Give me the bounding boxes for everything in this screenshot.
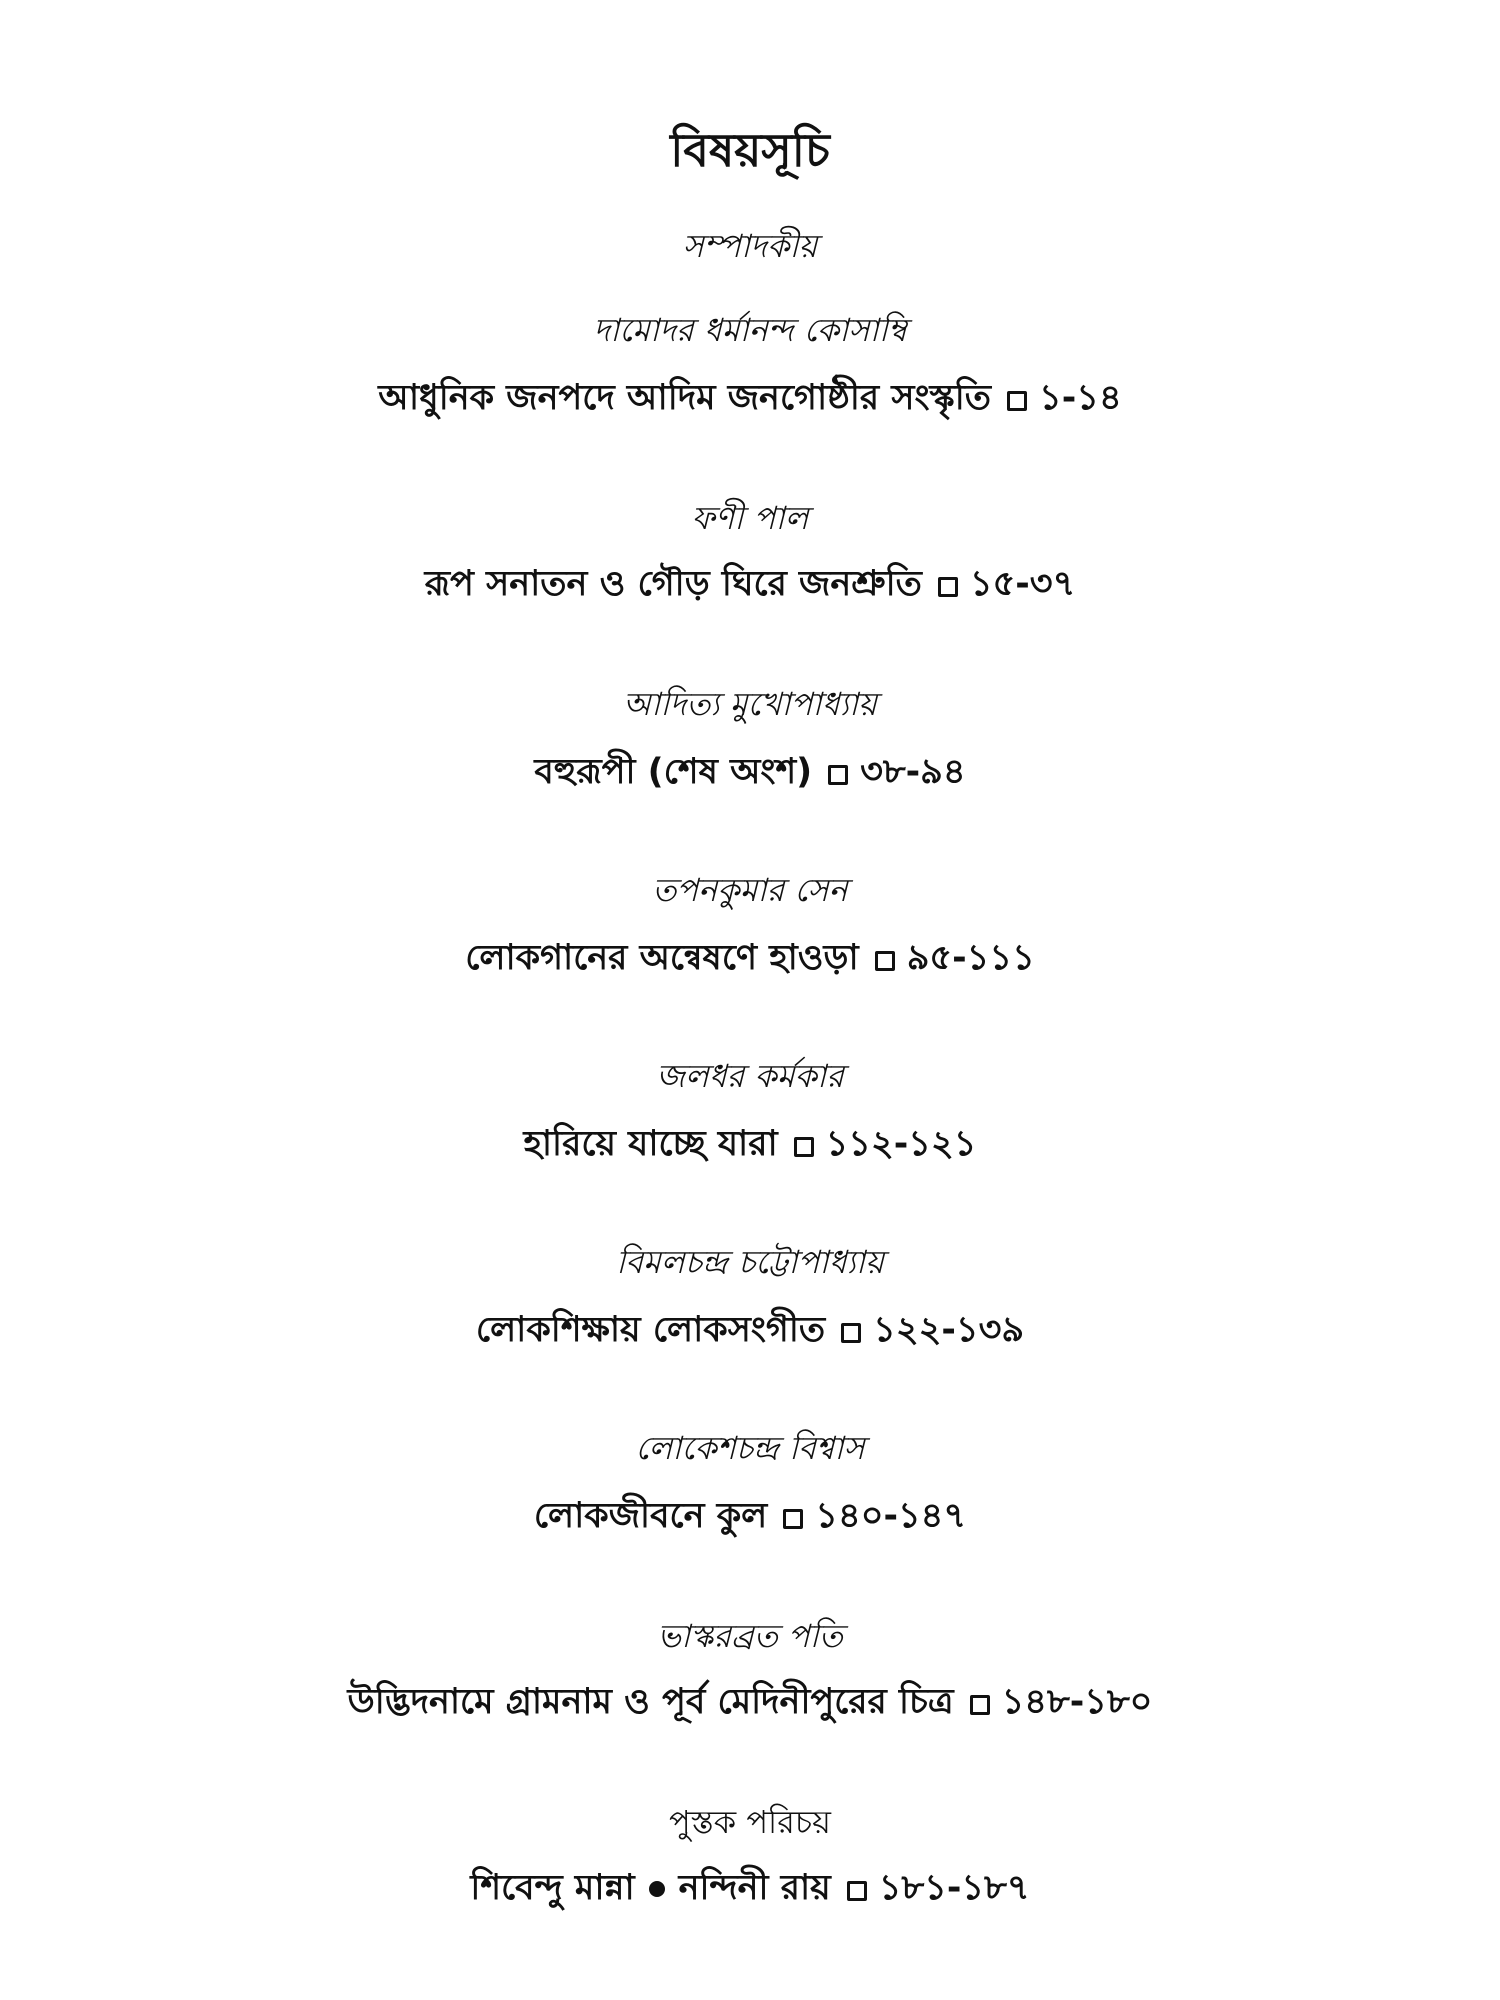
entry-article — [0, 746, 1500, 798]
entry-article-title: লোকগানের অন্বেষণে হাওড়া — [465, 938, 859, 978]
book-review-author-two: নন্দিনী রায় — [678, 1868, 831, 1908]
entry-author: বিমলচন্দ্র চট্টোপাধ্যায় — [616, 1243, 884, 1281]
entry-pages: ১৪০-১৪৭ — [815, 1496, 967, 1536]
entry-author: লোকেশচন্দ্র বিশ্বাস — [635, 1429, 865, 1467]
square-bullet-icon — [970, 1695, 990, 1715]
entry-pages: ১-১৪ — [1039, 378, 1122, 418]
page-title: বিষয়সূচি — [670, 123, 830, 177]
entry-article — [0, 558, 1500, 610]
book-review-line — [0, 1862, 1500, 1914]
book-review-author-one: শিবেন্দু মান্না — [470, 1868, 635, 1908]
entry-pages: ১২২-১৩৯ — [873, 1310, 1025, 1350]
editorial-label: সম্পাদকীয় — [682, 227, 818, 265]
square-bullet-icon — [828, 765, 848, 785]
entry-pages: ১১২-১২১ — [825, 1124, 977, 1164]
entry-article — [0, 1118, 1500, 1170]
entry-article — [0, 1304, 1500, 1356]
entry-article-title: বহুরূপী (শেষ অংশ) — [534, 752, 813, 792]
entry-article-title: লোকজীবনে কুল — [533, 1496, 768, 1536]
entry-pages: ৩৮-৯৪ — [860, 752, 966, 792]
entry-author: ফণী পাল — [691, 499, 809, 537]
entry-article-title: রূপ সনাতন ও গৌড় ঘিরে জনশ্রুতি — [424, 564, 922, 604]
square-bullet-icon — [783, 1509, 803, 1529]
entry-article — [0, 1490, 1500, 1542]
entry-pages: ১৪৮-১৮০ — [1001, 1682, 1153, 1722]
entry-author: ভাস্করব্রত পতি — [657, 1617, 843, 1655]
entry-article — [0, 932, 1500, 984]
entry-author: তপনকুমার সেন — [652, 871, 848, 909]
square-bullet-icon — [794, 1137, 814, 1157]
square-bullet-icon — [938, 577, 958, 597]
entry-article — [0, 372, 1500, 424]
square-bullet-icon — [875, 951, 895, 971]
square-bullet-icon — [1007, 391, 1027, 411]
entry-article-title: আধুনিক জনপদে আদিম জনগোষ্ঠীর সংস্কৃতি — [378, 378, 992, 418]
entry-article-title: লোকশিক্ষায় লোকসংগীত — [475, 1310, 826, 1350]
entry-pages: ৯৫-১১১ — [906, 938, 1035, 978]
entry-article — [0, 1676, 1500, 1728]
entry-article-title: হারিয়ে যাচ্ছে যারা — [523, 1124, 778, 1164]
entry-author: জলধর কর্মকার — [656, 1057, 844, 1095]
book-review-heading: পুস্তক পরিচয় — [669, 1803, 831, 1841]
square-bullet-icon — [847, 1881, 867, 1901]
book-review-pages: ১৮১-১৮৭ — [878, 1868, 1030, 1908]
round-bullet-icon — [649, 1881, 665, 1897]
entry-article-title: উদ্ভিদনামে গ্রামনাম ও পূর্ব মেদিনীপুরের চিত্র — [347, 1682, 954, 1722]
square-bullet-icon — [841, 1323, 861, 1343]
entry-author: আদিত্য মুখোপাধ্যায় — [622, 685, 878, 723]
entry-author: দামোদর ধর্মানন্দ কোসাম্বি — [593, 311, 907, 349]
entry-pages: ১৫-৩৭ — [969, 564, 1076, 604]
